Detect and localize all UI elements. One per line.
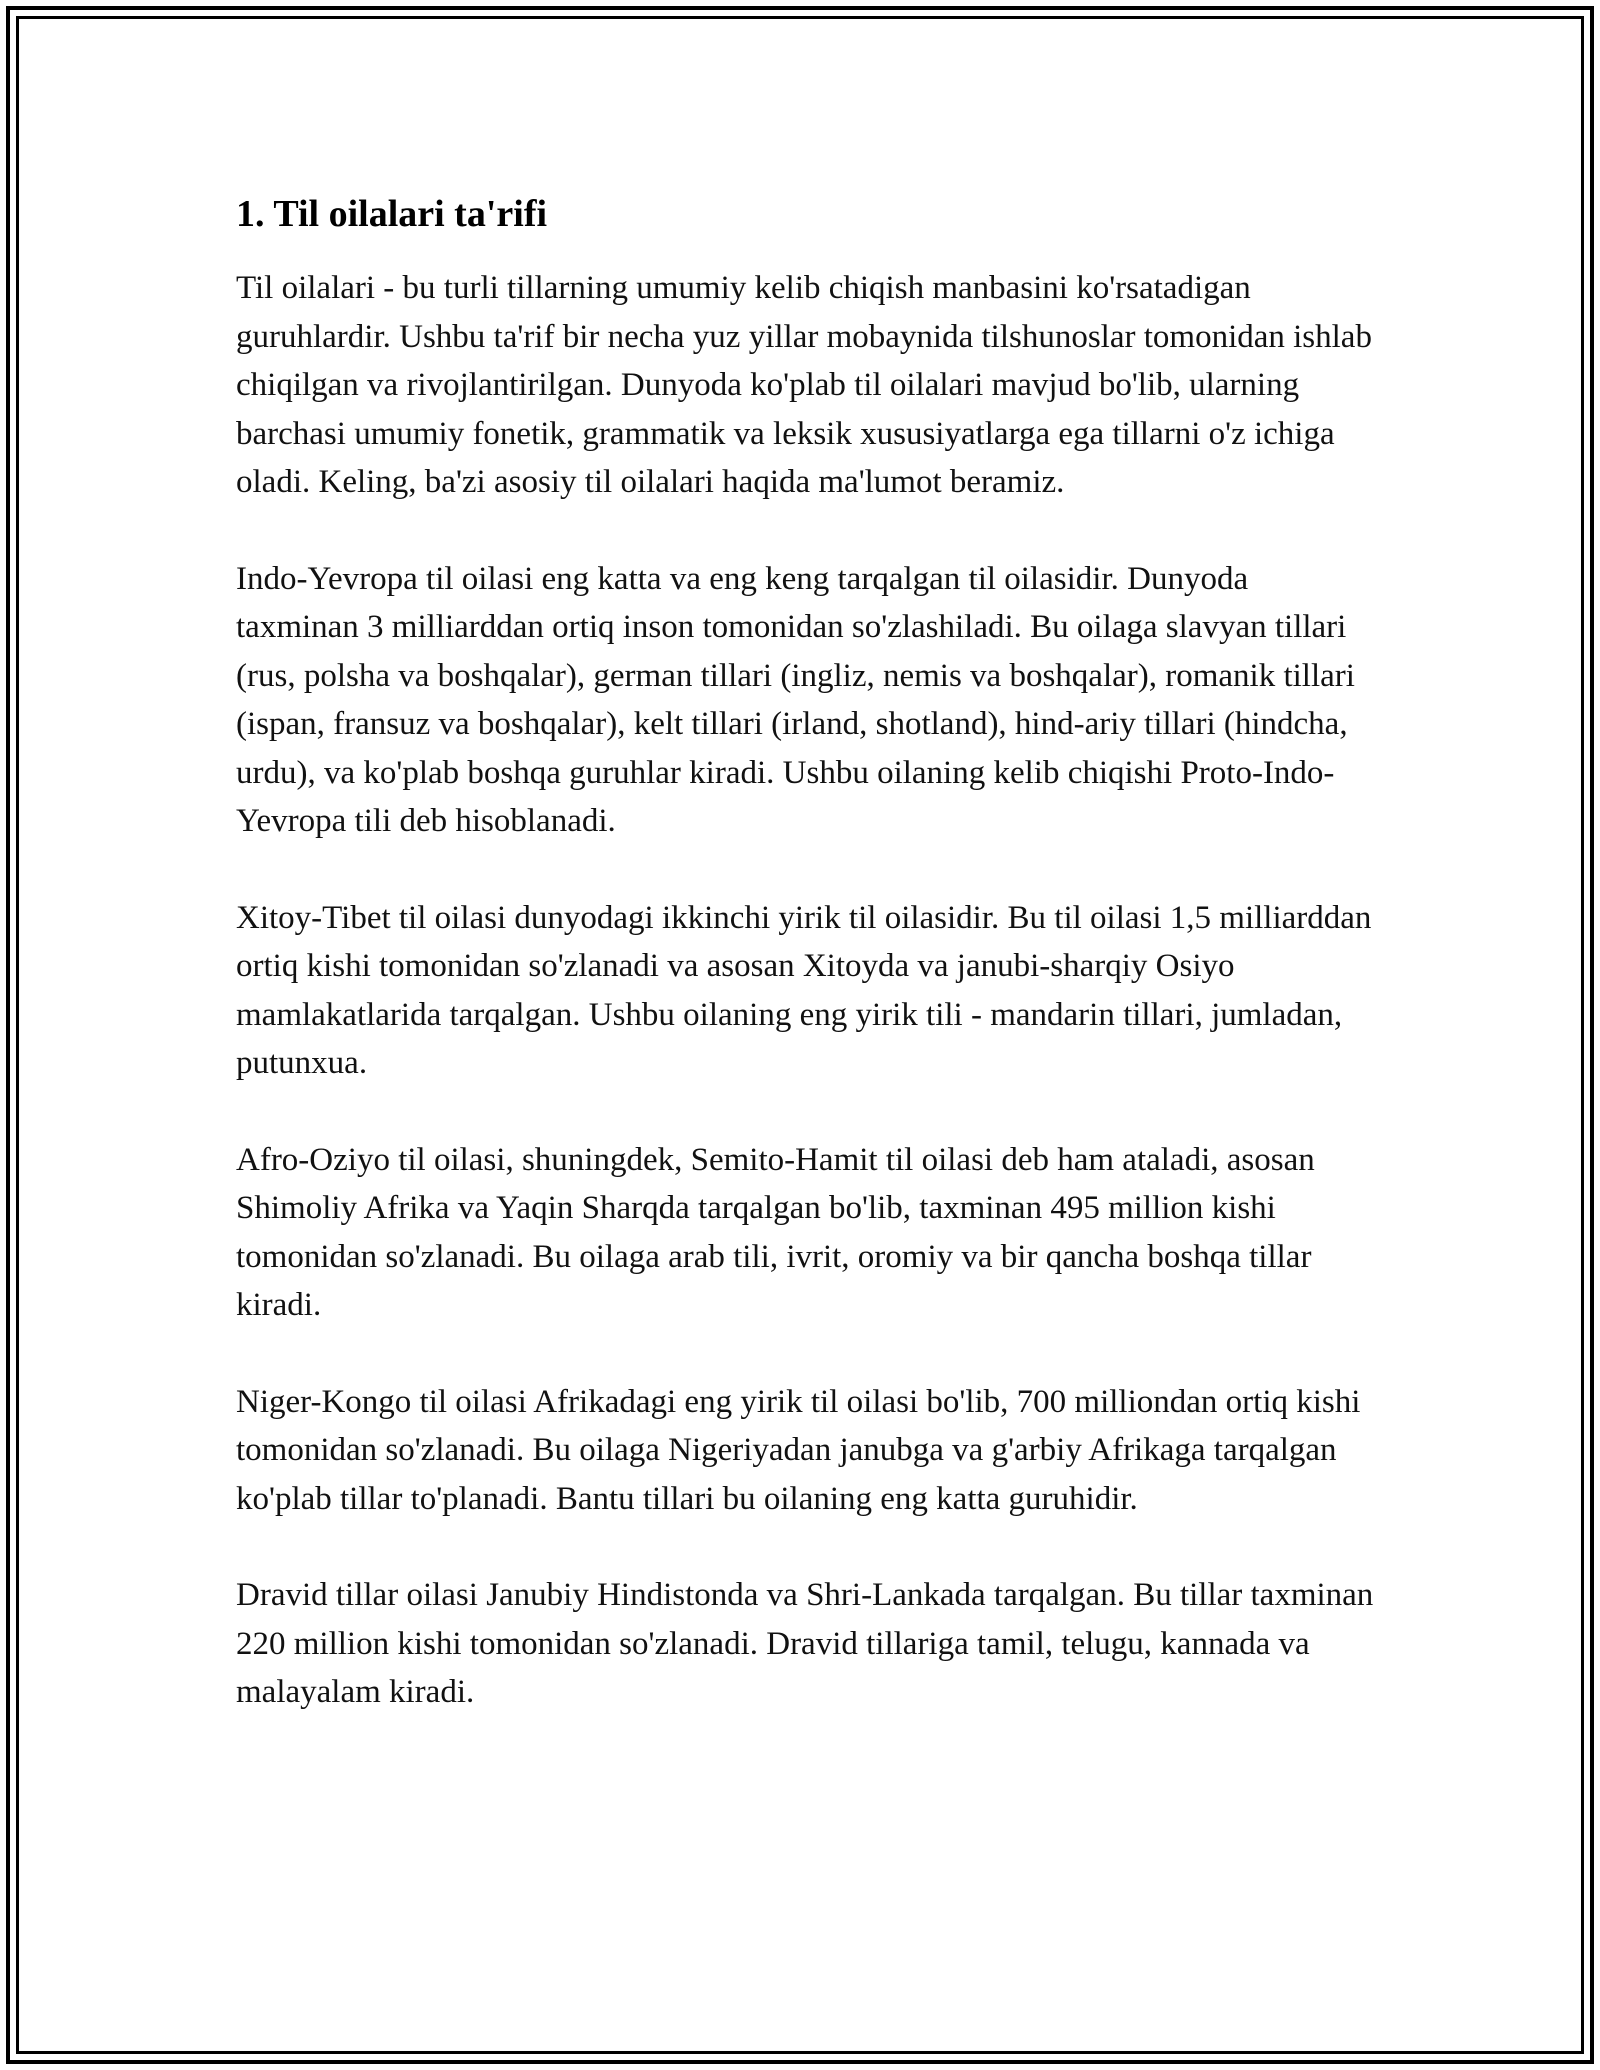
section-heading: 1. Til oilalari ta'rifi: [236, 193, 548, 235]
paragraph-indo-european: Indo-Yevropa til oilasi eng katta va eng keng tarqalgan til oilasidir. Dunyoda taxminan 3 milliarddan ortiq inson tomonidan so'zlashiladi. Bu oilaga slavyan tillari (rus, polsha va boshqalar), german tillari (ingliz, nemis va boshqalar), romanik tillari (ispan, fransuz va boshqalar), kelt tillari (irland, shotland), hind-ariy tillari (hindcha, urdu), va ko'plab boshqa guruhlar kiradi. Ushbu oilaning kelib chiqishi Proto-Indo-Yevropa tili deb hisoblanadi.: [236, 560, 1355, 839]
document-body: [236, 186, 1376, 1765]
paragraph-sino-tibetan: Xitoy-Tibet til oilasi dunyodagi ikkinchi yirik til oilasidir. Bu til oilasi 1,5 milliarddan ortiq kishi tomonidan so'zlanadi va asosan Xitoyda va janubi-sharqiy Osiyo mamlakatlarida tarqalgan. Ushbu oilaning eng yirik tili - mandarin tillari, jumladan, putunxua.: [236, 899, 1372, 1081]
paragraph-intro: Til oilalari - bu turli tillarning umumiy kelib chiqish manbasini ko'rsatadigan guruhlardir. Ushbu ta'rif bir necha yuz yillar mobaynida tilshunoslar tomonidan ishlab chiqilgan va rivojlantirilgan. Dunyoda ko'plab til oilalari mavjud bo'lib, ularning barchasi umumiy fonetik, grammatik va leksik xususiyatlarga ega tillarni o'z ichiga oladi. Keling, ba'zi asosiy til oilalari haqida ma'lumot beramiz.: [236, 270, 1372, 500]
paragraph-dravidian: Dravid tillar oilasi Janubiy Hindistonda va Shri-Lankada tarqalgan. Bu tillar taxminan 220 million kishi tomonidan so'zlanadi. Dravid tillariga tamil, telugu, kannada va malayalam kiradi.: [236, 1577, 1374, 1710]
paragraph-niger-congo: Niger-Kongo til oilasi Afrikadagi eng yirik til oilasi bo'lib, 700 milliondan ortiq kishi tomonidan so'zlanadi. Bu oilaga Nigeriyadan janubga va g'arbiy Afrikaga tarqalgan ko'plab tillar to'planadi. Bantu tillari bu oilaning eng katta guruhidir.: [236, 1383, 1361, 1517]
paragraph-afro-asiatic: Afro-Oziyo til oilasi, shuningdek, Semito-Hamit til oilasi deb ham ataladi, asosan Shimoliy Afrika va Yaqin Sharqda tarqalgan bo'lib, taxminan 495 million kishi tomonidan so'zlanadi. Bu oilaga arab tili, ivrit, oromiy va bir qancha boshqa tillar kiradi.: [236, 1141, 1315, 1323]
